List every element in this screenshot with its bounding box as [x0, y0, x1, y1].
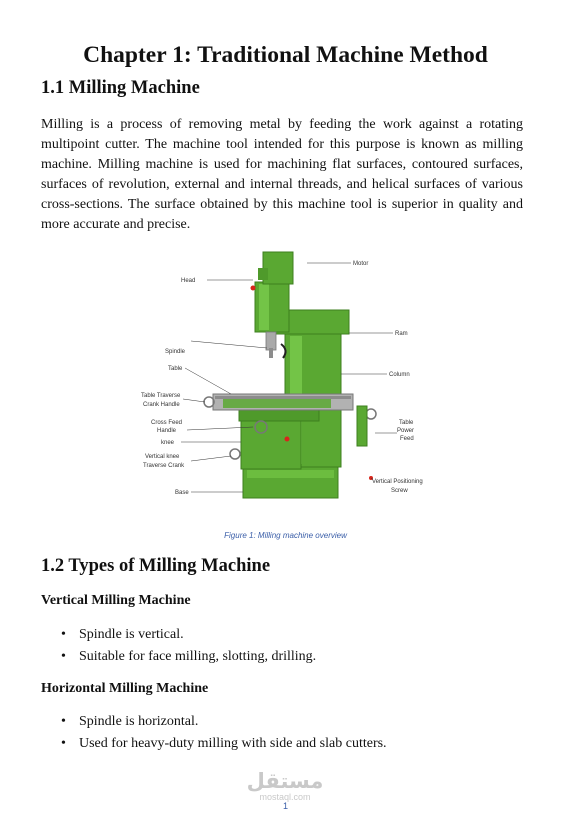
- label-table-traverse-line1: Table Traverse: [141, 393, 181, 399]
- label-base: Base: [175, 490, 189, 496]
- horizontal-milling-title: Horizontal Milling Machine: [41, 681, 209, 696]
- watermark-url: mostaql.com: [259, 792, 311, 802]
- list-item: • Suitable for face milling, slotting, drilling.: [41, 646, 316, 668]
- list-item: • Used for heavy-duty milling with side and slab cutters.: [41, 733, 387, 755]
- list-item: • Spindle is horizontal.: [41, 711, 387, 733]
- head-highlight: [259, 284, 269, 330]
- horizontal-milling-list: [41, 711, 387, 755]
- knee-switch: [285, 437, 290, 442]
- table-body: [223, 399, 331, 408]
- label-ram: Ram: [395, 331, 408, 337]
- list-item: • Spindle is vertical.: [41, 624, 316, 646]
- head-switch: [251, 286, 256, 291]
- motor-housing: [258, 268, 268, 280]
- spindle-quill: [266, 332, 276, 350]
- mostaql-watermark: [230, 770, 340, 802]
- label-table-traverse-line2: Crank Handle: [143, 402, 180, 408]
- vertical-milling-list: [41, 624, 316, 668]
- page-number: 1: [282, 801, 288, 811]
- label-vertical-knee-line1: Vertical knee: [145, 454, 180, 460]
- label-table-power-line1: Table: [399, 420, 414, 426]
- label-vertical-positioning-line1: Vertical Positioning: [372, 479, 423, 485]
- chapter-title: Chapter 1: Traditional Machine Method: [83, 42, 488, 68]
- machine-knee: [241, 419, 301, 469]
- label-table-power-line2: Power: [397, 428, 415, 434]
- table-t-slot: [215, 396, 351, 399]
- base-top-plate: [247, 470, 334, 478]
- watermark-arabic-logo: مستقل: [246, 769, 324, 793]
- label-cross-feed-line1: Cross Feed: [151, 420, 183, 426]
- label-vertical-positioning-line2: Screw: [391, 488, 408, 494]
- figure-caption: Figure 1: Milling machine overview: [224, 531, 347, 540]
- section-heading-types: 1.2 Types of Milling Machine: [41, 556, 271, 576]
- power-feed-unit: [357, 406, 367, 446]
- milling-machine-diagram: [135, 244, 430, 519]
- machine-saddle: [239, 409, 319, 421]
- label-vertical-knee-line2: Traverse Crank: [143, 463, 185, 469]
- label-head: Head: [181, 278, 196, 284]
- label-knee: knee: [161, 440, 175, 446]
- spindle-tip: [269, 348, 273, 358]
- label-motor: Motor: [353, 261, 369, 267]
- section-heading-milling-machine: 1.1 Milling Machine: [41, 78, 200, 98]
- label-cross-feed-line2: Handle: [157, 428, 177, 434]
- label-table-power-line3: Feed: [400, 436, 414, 442]
- label-table: Table: [168, 366, 183, 372]
- vertical-milling-title: Vertical Milling Machine: [41, 593, 191, 608]
- milling-machine-figure: [135, 244, 430, 519]
- vertical-knee-crank: [230, 449, 240, 459]
- label-column: Column: [389, 372, 410, 378]
- milling-description-paragraph: Milling is a process of removing metal by feeding the work against a rotating multipoint cutter. The machine tool intended for this purpose is known as milling machine. Milling machine is used for machining flat surfaces, contoured surfaces, surfaces of revolution, external and internal threads, and helical surfaces of various cross-sections. The surface obtained by this machine tool is superior in quality and more accurate and precise.: [41, 117, 523, 232]
- label-spindle: Spindle: [165, 349, 186, 355]
